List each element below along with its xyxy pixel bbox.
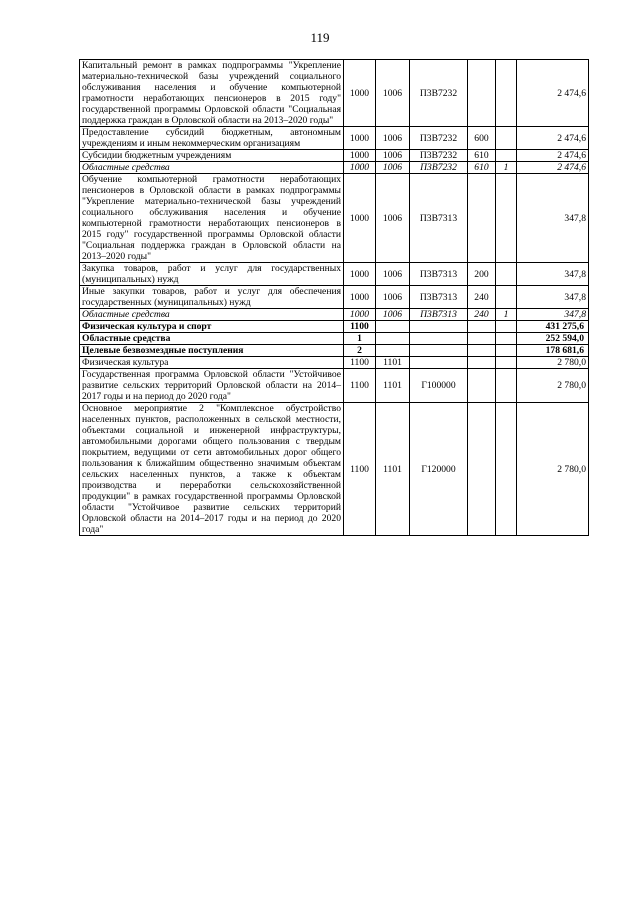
table-row — [80, 60, 589, 127]
amount-cell: 347,8 — [517, 286, 589, 309]
table-row — [80, 403, 589, 536]
section-code-cell: 1000 — [344, 150, 376, 162]
funding-source-cell: 1 — [496, 162, 517, 174]
row-name-cell: Физическая культура — [80, 357, 344, 369]
funding-source-cell — [496, 60, 517, 127]
amount-cell: 2 780,0 — [517, 403, 589, 536]
target-item-cell: П3В7232 — [410, 127, 468, 150]
row-name-cell: Капитальный ремонт в рамках подпрограммы "Укрепление материально-технической базы учреждений социального обслуживания населения и обучение компьютерной грамотности неработающих пенсионеров в 2015 году" государственной программы Орловской области "Социальная поддержка граждан в Орловской области на 2013–2020 годы" — [80, 60, 344, 127]
expense-type-cell: 610 — [468, 150, 496, 162]
amount-cell: 2 474,6 — [517, 127, 589, 150]
row-name-cell: Физическая культура и спорт — [80, 321, 344, 333]
funding-source-cell — [496, 127, 517, 150]
target-item-cell: П3В7232 — [410, 60, 468, 127]
target-item-cell: П3В7313 — [410, 309, 468, 321]
amount-cell: 178 681,6 — [517, 345, 589, 357]
expense-type-cell — [468, 333, 496, 345]
table-body — [80, 60, 589, 536]
funding-source-cell: 1 — [496, 309, 517, 321]
funding-source-cell — [496, 263, 517, 286]
row-name-cell: Целевые безвозмездные поступления — [80, 345, 344, 357]
funding-source-cell — [496, 357, 517, 369]
row-name-cell: Субсидии бюджетным учреждениям — [80, 150, 344, 162]
section-code-cell: 1000 — [344, 162, 376, 174]
table-row — [80, 369, 589, 403]
section-code-cell: 1000 — [344, 286, 376, 309]
section-code-cell: 1100 — [344, 369, 376, 403]
section-code-cell: 1100 — [344, 403, 376, 536]
target-item-cell: П3В7313 — [410, 286, 468, 309]
section-code-cell: 1000 — [344, 263, 376, 286]
funding-source-cell — [496, 286, 517, 309]
amount-cell: 431 275,6 — [517, 321, 589, 333]
target-item-cell: Г120000 — [410, 403, 468, 536]
subsection-code-cell: 1101 — [376, 369, 410, 403]
expense-type-cell — [468, 357, 496, 369]
amount-cell: 2 780,0 — [517, 357, 589, 369]
expense-type-cell: 200 — [468, 263, 496, 286]
section-code-cell: 1100 — [344, 321, 376, 333]
table-row — [80, 333, 589, 345]
section-code-cell: 1000 — [344, 60, 376, 127]
expense-type-cell — [468, 345, 496, 357]
expense-type-cell — [468, 321, 496, 333]
section-code-cell: 1000 — [344, 127, 376, 150]
target-item-cell: П3В7232 — [410, 150, 468, 162]
section-code-cell: 1100 — [344, 357, 376, 369]
budget-table — [79, 59, 589, 536]
row-name-cell: Областные средства — [80, 162, 344, 174]
funding-source-cell — [496, 174, 517, 263]
amount-cell: 2 780,0 — [517, 369, 589, 403]
subsection-code-cell: 1101 — [376, 357, 410, 369]
row-name-cell: Иные закупки товаров, работ и услуг для обеспечения государственных (муниципальных) нужд — [80, 286, 344, 309]
target-item-cell — [410, 333, 468, 345]
section-code-cell: 2 — [344, 345, 376, 357]
funding-source-cell — [496, 333, 517, 345]
expense-type-cell — [468, 60, 496, 127]
table-row — [80, 150, 589, 162]
table-row — [80, 263, 589, 286]
amount-cell: 2 474,6 — [517, 162, 589, 174]
table-row — [80, 127, 589, 150]
target-item-cell: П3В7313 — [410, 174, 468, 263]
subsection-code-cell — [376, 321, 410, 333]
row-name-cell: Областные средства — [80, 333, 344, 345]
subsection-code-cell: 1006 — [376, 127, 410, 150]
expense-type-cell — [468, 174, 496, 263]
table-row — [80, 286, 589, 309]
funding-source-cell — [496, 345, 517, 357]
expense-type-cell — [468, 369, 496, 403]
amount-cell: 347,8 — [517, 309, 589, 321]
table-row — [80, 357, 589, 369]
expense-type-cell — [468, 403, 496, 536]
section-code-cell: 1000 — [344, 309, 376, 321]
subsection-code-cell: 1006 — [376, 309, 410, 321]
target-item-cell: П3В7313 — [410, 263, 468, 286]
expense-type-cell: 240 — [468, 309, 496, 321]
table-row — [80, 345, 589, 357]
funding-source-cell — [496, 369, 517, 403]
target-item-cell — [410, 321, 468, 333]
section-code-cell: 1 — [344, 333, 376, 345]
row-name-cell: Закупка товаров, работ и услуг для государственных (муниципальных) нужд — [80, 263, 344, 286]
funding-source-cell — [496, 150, 517, 162]
subsection-code-cell: 1006 — [376, 286, 410, 309]
table-row — [80, 321, 589, 333]
amount-cell: 347,8 — [517, 174, 589, 263]
section-code-cell: 1000 — [344, 174, 376, 263]
table-row — [80, 162, 589, 174]
subsection-code-cell — [376, 345, 410, 357]
funding-source-cell — [496, 403, 517, 536]
target-item-cell: Г100000 — [410, 369, 468, 403]
row-name-cell: Государственная программа Орловской области "Устойчивое развитие сельских территорий Орловской области на 2014–2017 годы и на период до 2020 года" — [80, 369, 344, 403]
amount-cell: 2 474,6 — [517, 150, 589, 162]
subsection-code-cell: 1006 — [376, 60, 410, 127]
subsection-code-cell: 1006 — [376, 162, 410, 174]
expense-type-cell: 600 — [468, 127, 496, 150]
target-item-cell: П3В7232 — [410, 162, 468, 174]
funding-source-cell — [496, 321, 517, 333]
expense-type-cell: 240 — [468, 286, 496, 309]
page-number: 119 — [310, 30, 330, 45]
amount-cell: 2 474,6 — [517, 60, 589, 127]
subsection-code-cell: 1006 — [376, 174, 410, 263]
amount-cell: 252 594,0 — [517, 333, 589, 345]
target-item-cell — [410, 357, 468, 369]
row-name-cell: Предоставление субсидий бюджетным, автономным учреждениям и иным некоммерческим организациям — [80, 127, 344, 150]
expense-type-cell: 610 — [468, 162, 496, 174]
row-name-cell: Областные средства — [80, 309, 344, 321]
subsection-code-cell: 1101 — [376, 403, 410, 536]
target-item-cell — [410, 345, 468, 357]
row-name-cell: Основное мероприятие 2 "Комплексное обустройство населенных пунктов, расположенных в сельской местности, объектами социальной и инженерной инфраструктуры, автомобильными дорогами общего пользования с твердым покрытием, ведущими от сети автомобильных дорог общего пользования к ближайшим общественно значимым объектам сельских населенных пунктов, а также к объектам производства и переработки сельскохозяйственной продукции" в рамках государственной программы Орловской области "Устойчивое развитие сельских территорий Орловской области на 2014–2017 годы и на период до 2020 года" — [80, 403, 344, 536]
table-row — [80, 309, 589, 321]
subsection-code-cell: 1006 — [376, 150, 410, 162]
table-row — [80, 174, 589, 263]
subsection-code-cell: 1006 — [376, 263, 410, 286]
amount-cell: 347,8 — [517, 263, 589, 286]
row-name-cell: Обучение компьютерной грамотности неработающих пенсионеров в Орловской области в рамках подпрограммы "Укрепление материально-технической базы учреждений социального обслуживания населения и обучение компьютерной грамотности неработающих пенсионеров в 2015 году" государственной программы Орловской области "Социальная поддержка граждан в Орловской области на 2013–2020 годы" — [80, 174, 344, 263]
subsection-code-cell — [376, 333, 410, 345]
